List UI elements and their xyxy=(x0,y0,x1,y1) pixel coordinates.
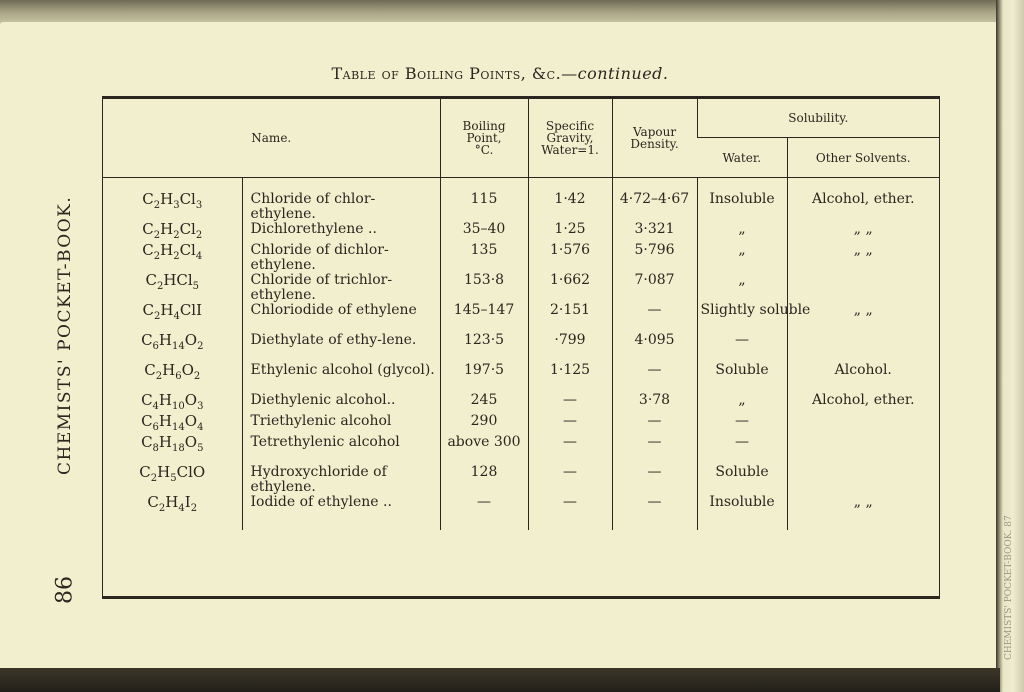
specific-gravity-cell: 1·662 xyxy=(528,273,612,303)
boiling-point-cell: 115 xyxy=(440,178,528,223)
boiling-point-cell: 245 xyxy=(440,393,528,414)
formula-cell: $C_6H_{14}O_4$ xyxy=(141,412,204,433)
vapour-density-cell: — xyxy=(612,363,697,393)
water-solubility-cell: Soluble xyxy=(697,465,787,495)
name-cell: Diethylenic alcohol.. xyxy=(242,393,440,414)
boiling-point-cell: 290 xyxy=(440,414,528,435)
water-solubility-cell: „ xyxy=(697,393,787,414)
name-cell: Triethylenic alcohol xyxy=(242,414,440,435)
boiling-point-cell: 35–40 xyxy=(440,222,528,243)
other-solvents-cell: Alcohol, ether. xyxy=(787,178,939,223)
name-cell: Diethylate of ethy-lene. xyxy=(242,333,440,363)
specific-gravity-cell: — xyxy=(528,465,612,495)
specific-gravity-cell: ·799 xyxy=(528,333,612,363)
boiling-point-cell: 153·8 xyxy=(440,273,528,303)
boiling-point-cell: above 300 xyxy=(440,435,528,465)
other-solvents-cell: „ „ xyxy=(787,222,939,243)
vapour-density-cell: 3·321 xyxy=(612,222,697,243)
other-solvents-cell: Alcohol, ether. xyxy=(787,393,939,414)
table-row xyxy=(103,303,939,333)
table-row xyxy=(103,465,939,495)
other-solvents-cell xyxy=(787,435,939,465)
table-title-main: Table of Boiling Points, &c. xyxy=(331,64,562,83)
name-cell: Iodide of ethylene .. xyxy=(242,495,440,530)
name-cell: Chloride of trichlor-ethylene. xyxy=(242,273,440,303)
specific-gravity-cell: 1·25 xyxy=(528,222,612,243)
specific-gravity-cell: — xyxy=(528,495,612,530)
vapour-density-cell: 4·72–4·67 xyxy=(612,178,697,223)
facing-page-running-head: CHEMISTS' POCKET-BOOK. 87 xyxy=(1004,515,1014,660)
boiling-points-table xyxy=(102,96,940,599)
water-solubility-cell: Insoluble xyxy=(697,178,787,223)
specific-gravity-cell: 1·42 xyxy=(528,178,612,223)
table-row xyxy=(103,495,939,530)
table-row xyxy=(103,435,939,465)
table-row xyxy=(103,363,939,393)
water-solubility-cell: — xyxy=(697,414,787,435)
vapour-density-cell: — xyxy=(612,414,697,435)
boiling-point-cell: 197·5 xyxy=(440,363,528,393)
vapour-density-cell: — xyxy=(612,303,697,333)
table-title-continued: —continued. xyxy=(561,64,669,83)
formula-cell: $C_2H_2Cl_2$ xyxy=(142,220,203,241)
name-cell: Ethylenic alcohol (glycol). xyxy=(242,363,440,393)
formula-cell: $C_2H_4ClI$ xyxy=(142,301,203,322)
header-boiling-point: Boiling Point, °C. xyxy=(440,99,528,178)
vapour-density-cell: 7·087 xyxy=(612,273,697,303)
specific-gravity-cell: 1·576 xyxy=(528,243,612,273)
specific-gravity-cell: 1·125 xyxy=(528,363,612,393)
formula-cell: $C_2H_6O_2$ xyxy=(144,361,201,382)
other-solvents-cell: „ „ xyxy=(787,495,939,530)
table-title xyxy=(0,64,1000,83)
water-solubility-cell: Insoluble xyxy=(697,495,787,530)
boiling-point-cell: 135 xyxy=(440,243,528,273)
name-cell: Chloride of dichlor-ethylene. xyxy=(242,243,440,273)
header-other-solvents: Other Solvents. xyxy=(787,138,939,178)
other-solvents-cell: Alcohol. xyxy=(787,363,939,393)
water-solubility-cell: „ xyxy=(697,243,787,273)
water-solubility-cell: „ xyxy=(697,222,787,243)
specific-gravity-cell: 2·151 xyxy=(528,303,612,333)
header-vapour-density: Vapour Density. xyxy=(612,99,697,178)
header-specific-gravity: Specific Gravity, Water=1. xyxy=(528,99,612,178)
boiling-point-cell: 128 xyxy=(440,465,528,495)
specific-gravity-cell: — xyxy=(528,435,612,465)
formula-cell: $C_2H_2Cl_4$ xyxy=(142,241,203,262)
water-solubility-cell: — xyxy=(697,435,787,465)
water-solubility-cell: Soluble xyxy=(697,363,787,393)
boiling-point-cell: 145–147 xyxy=(440,303,528,333)
vapour-density-cell: 3·78 xyxy=(612,393,697,414)
page-number: 86 xyxy=(52,576,78,604)
formula-cell: $C_2H_3Cl_3$ xyxy=(142,190,203,211)
table-row xyxy=(103,243,939,273)
table-row xyxy=(103,178,939,223)
vapour-density-cell: 5·796 xyxy=(612,243,697,273)
boiling-point-cell: 123·5 xyxy=(440,333,528,363)
other-solvents-cell xyxy=(787,414,939,435)
water-solubility-cell: Slightly soluble xyxy=(697,303,787,333)
specific-gravity-cell: — xyxy=(528,393,612,414)
name-cell: Tetrethylenic alcohol xyxy=(242,435,440,465)
formula-cell: $C_2HCl_5$ xyxy=(145,271,200,292)
header-name: Name. xyxy=(103,99,440,178)
other-solvents-cell: „ „ xyxy=(787,243,939,273)
specific-gravity-cell: — xyxy=(528,414,612,435)
water-solubility-cell: — xyxy=(697,333,787,363)
table-row xyxy=(103,273,939,303)
formula-cell: $C_2H_4I_2$ xyxy=(147,493,198,514)
table-row xyxy=(103,222,939,243)
name-cell: Chloriodide of ethylene xyxy=(242,303,440,333)
running-head: CHEMISTS' POCKET-BOOK. xyxy=(55,195,75,475)
table-row xyxy=(103,333,939,363)
vapour-density-cell: — xyxy=(612,435,697,465)
name-cell: Dichlorethylene .. xyxy=(242,222,440,243)
formula-cell: $C_4H_{10}O_3$ xyxy=(141,391,204,412)
other-solvents-cell xyxy=(787,273,939,303)
other-solvents-cell xyxy=(787,333,939,363)
page-bottom-edge xyxy=(0,668,1000,692)
water-solubility-cell: „ xyxy=(697,273,787,303)
vapour-density-cell: 4·095 xyxy=(612,333,697,363)
name-cell: Chloride of chlor-ethylene. xyxy=(242,178,440,223)
table-row xyxy=(103,414,939,435)
table-row xyxy=(103,393,939,414)
other-solvents-cell: „ „ xyxy=(787,303,939,333)
vapour-density-cell: — xyxy=(612,495,697,530)
formula-cell: $C_8H_{18}O_5$ xyxy=(141,433,204,454)
header-solubility: Solubility. xyxy=(697,99,939,138)
other-solvents-cell xyxy=(787,465,939,495)
vapour-density-cell: — xyxy=(612,465,697,495)
formula-cell: $C_2H_5ClO$ xyxy=(139,463,206,484)
name-cell: Hydroxychloride of ethylene. xyxy=(242,465,440,495)
boiling-point-cell: — xyxy=(440,495,528,530)
header-water: Water. xyxy=(697,138,787,178)
formula-cell: $C_6H_{14}O_2$ xyxy=(141,331,204,352)
